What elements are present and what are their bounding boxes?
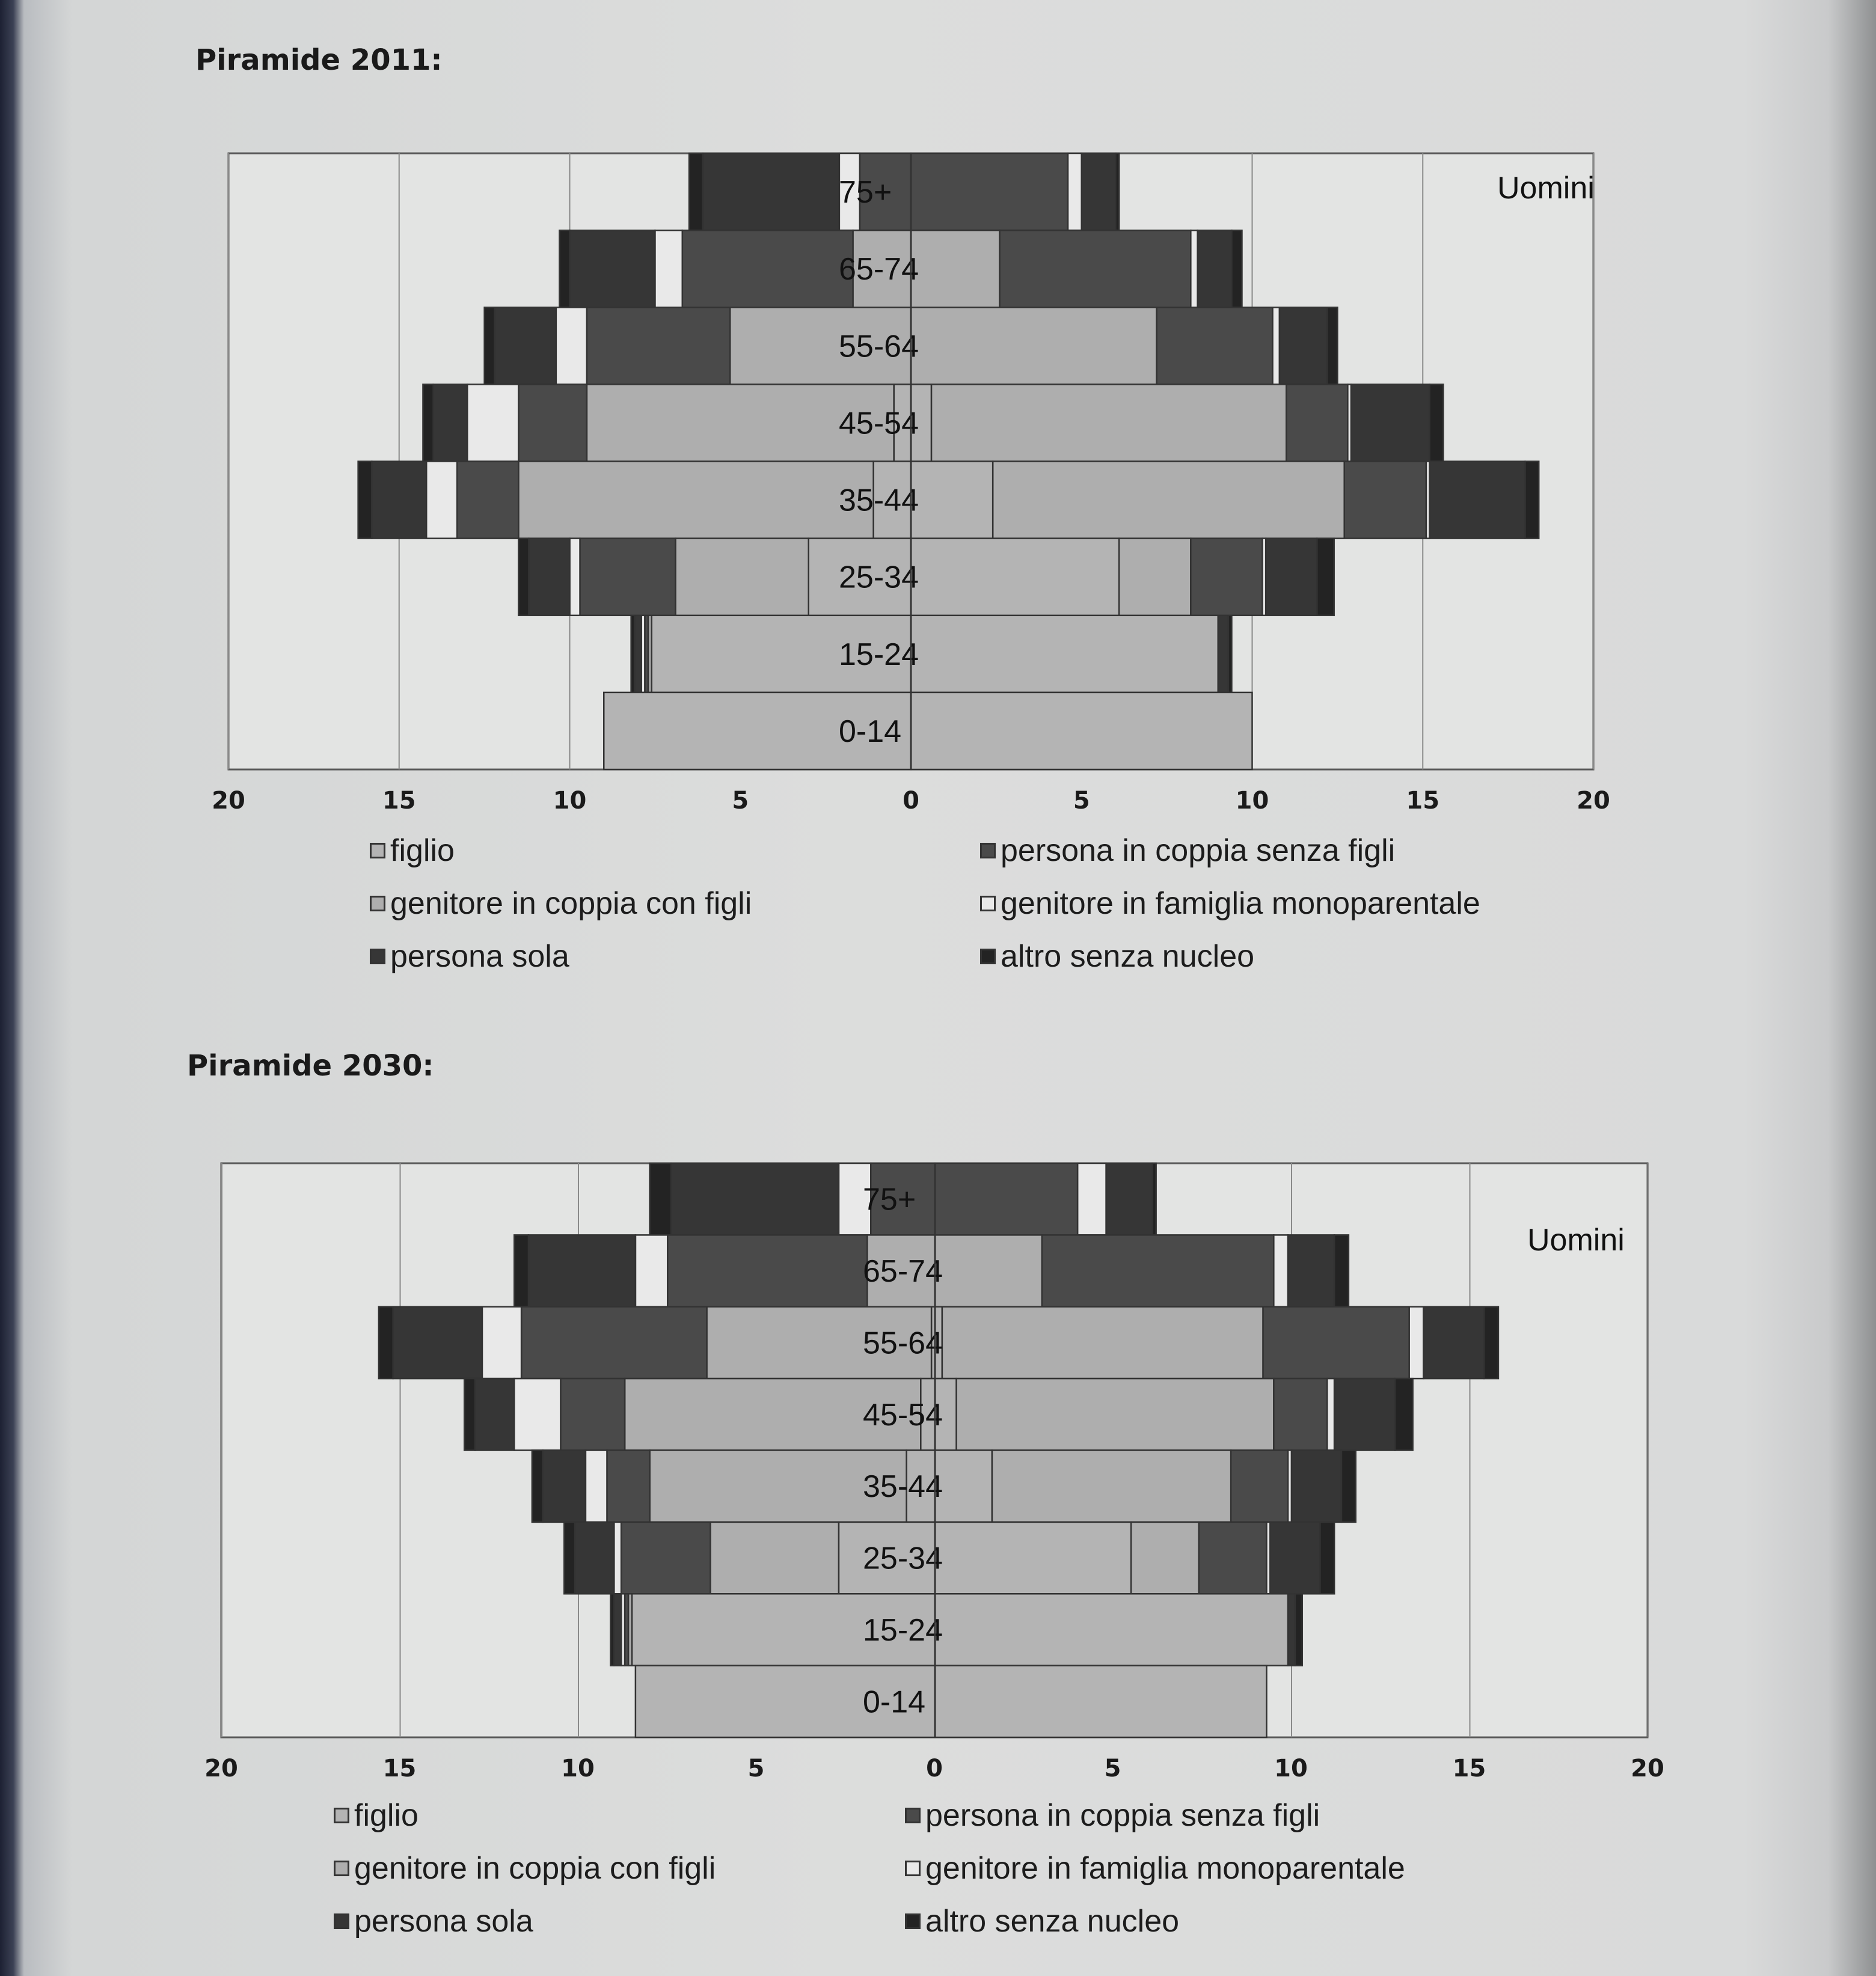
age-label: 65-74: [863, 1254, 943, 1289]
bar-segment-persona-sola: [495, 307, 556, 384]
bar-segment-figlio: [911, 462, 993, 539]
chart-title-2011: Piramide 2011:: [195, 43, 443, 77]
x-tick-label: 20: [204, 1755, 238, 1782]
bar-segment-persona-sola: [1218, 616, 1228, 693]
bar-segment-coppia-senza-figli: [1231, 1451, 1288, 1522]
bar-segment-monoparentale: [1191, 230, 1197, 307]
legend-item-figlio: [334, 1797, 418, 1834]
bar-segment-genitore-coppia: [911, 230, 1000, 307]
legend-item-genitore-coppia: [370, 886, 752, 922]
x-tick-label: 20: [1631, 1755, 1664, 1782]
bar-segment-genitore-coppia: [911, 307, 1157, 384]
x-tick-label: 10: [561, 1755, 595, 1782]
legend-label: figlio: [354, 1798, 418, 1833]
legend-label: genitore in coppia con figli: [390, 886, 752, 921]
x-tick-label: 10: [1235, 787, 1269, 815]
age-label: 45-54: [839, 406, 919, 441]
bar-segment-monoparentale: [1068, 153, 1082, 230]
bar-segment-altro: [1334, 1235, 1349, 1306]
legend-label: persona in coppia senza figli: [1001, 833, 1396, 868]
bar-segment-altro: [1231, 230, 1242, 307]
x-tick-label: 15: [1406, 787, 1440, 815]
bar-segment-persona-sola: [1334, 1378, 1395, 1450]
bar-segment-persona-sola: [1082, 153, 1116, 230]
bar-segment-coppia-senza-figli: [1263, 1307, 1409, 1378]
legend-swatch: [905, 1861, 921, 1876]
legend-label: figlio: [390, 833, 455, 868]
bar-segment-monoparentale: [655, 230, 682, 307]
legend-swatch: [370, 843, 385, 858]
bar-segment-figlio: [911, 616, 1218, 693]
bar-segment-altro: [689, 153, 703, 230]
bar-segment-persona-sola: [529, 539, 569, 616]
bar-segment-figlio: [911, 693, 1252, 769]
x-tick-label: 10: [1274, 1755, 1308, 1782]
bar-segment-altro: [610, 1594, 614, 1665]
bar-segment-genitore-coppia: [992, 1451, 1231, 1522]
bar-segment-monoparentale: [1077, 1163, 1106, 1235]
bar-segment-altro: [559, 230, 569, 307]
bar-segment-coppia-senza-figli: [621, 1522, 710, 1594]
bar-segment-monoparentale: [1274, 1235, 1288, 1306]
x-tick-label: 15: [1452, 1755, 1486, 1782]
bar-segment-persona-sola: [1351, 384, 1430, 461]
legend-item-genitore-coppia: [334, 1850, 716, 1886]
bar-segment-monoparentale: [636, 1235, 667, 1306]
bar-segment-persona-sola: [1198, 230, 1232, 307]
bar-segment-coppia-senza-figli: [667, 1235, 867, 1306]
bar-segment-persona-sola: [529, 1235, 636, 1306]
x-tick-label: 5: [732, 787, 749, 815]
bar-segment-persona-sola: [372, 462, 426, 539]
legend-item-persona-sola: [370, 938, 569, 974]
side-label-uomini: Uomini: [1497, 171, 1595, 206]
bar-segment-persona-sola: [703, 153, 839, 230]
chart-title-2030: Piramide 2030:: [187, 1049, 434, 1083]
bar-segment-persona-sola: [1270, 1522, 1320, 1594]
bar-segment-altro: [485, 307, 495, 384]
bar-segment-altro: [514, 1235, 529, 1306]
age-label: 25-34: [863, 1541, 943, 1576]
legend-item-coppia-senza-figli: [980, 833, 1395, 869]
legend-label: persona in coppia senza figli: [925, 1798, 1320, 1833]
legend-swatch: [980, 843, 996, 858]
bar-segment-persona-sola: [475, 1378, 514, 1450]
bar-segment-coppia-senza-figli: [1157, 307, 1273, 384]
bar-segment-genitore-coppia: [710, 1522, 838, 1594]
bar-segment-persona-sola: [575, 1522, 614, 1594]
bar-segment-persona-sola: [570, 230, 655, 307]
x-tick-label: 5: [1104, 1755, 1121, 1782]
legend-item-figlio: [370, 833, 455, 869]
x-tick-label: 5: [747, 1755, 765, 1782]
bar-segment-monoparentale: [556, 307, 587, 384]
bar-segment-genitore-coppia: [993, 462, 1344, 539]
legend-label: genitore in famiglia monoparentale: [1001, 886, 1480, 921]
bar-segment-altro: [518, 539, 529, 616]
legend-item-monoparentale: [980, 886, 1480, 922]
bar-segment-persona-sola: [1266, 539, 1317, 616]
bar-segment-persona-sola: [393, 1307, 482, 1378]
age-label: 75+: [863, 1182, 916, 1217]
legend-label: genitore in famiglia monoparentale: [925, 1851, 1405, 1886]
legend-swatch: [905, 1913, 921, 1929]
bar-segment-coppia-senza-figli: [1199, 1522, 1267, 1594]
legend-label: persona sola: [390, 939, 569, 974]
bar-segment-altro: [1327, 307, 1337, 384]
legend-label: genitore in coppia con figli: [354, 1851, 716, 1886]
legend-item-monoparentale: [905, 1850, 1405, 1886]
bar-segment-altro: [379, 1307, 393, 1378]
bar-segment-altro: [1228, 616, 1232, 693]
bar-segment-altro: [1430, 384, 1444, 461]
bar-segment-persona-sola: [1106, 1163, 1153, 1235]
legend-item-altro: [980, 938, 1254, 974]
legend-swatch: [334, 1808, 349, 1823]
bar-segment-persona-sola: [1423, 1307, 1484, 1378]
bar-segment-persona-sola: [634, 616, 641, 693]
legend-label: persona sola: [354, 1904, 533, 1939]
bar-segment-altro: [1295, 1594, 1302, 1665]
bar-segment-monoparentale: [614, 1522, 621, 1594]
age-label: 0-14: [863, 1684, 926, 1720]
bar-segment-persona-sola: [1288, 1235, 1334, 1306]
bar-segment-coppia-senza-figli: [457, 462, 518, 539]
pyramid-chart-2011: [0, 0, 1876, 842]
bar-segment-persona-sola: [671, 1163, 839, 1235]
age-label: 15-24: [863, 1612, 943, 1648]
bar-segment-monoparentale: [482, 1307, 521, 1378]
age-label: 0-14: [839, 714, 902, 749]
bar-segment-altro: [1116, 153, 1120, 230]
x-tick-label: 15: [382, 1755, 417, 1782]
age-label: 35-44: [863, 1469, 943, 1505]
bar-segment-altro: [564, 1522, 575, 1594]
bar-segment-monoparentale: [586, 1451, 607, 1522]
bar-segment-genitore-coppia: [1131, 1522, 1199, 1594]
legend-swatch: [370, 896, 385, 911]
bar-segment-altro: [631, 616, 635, 693]
legend-swatch: [980, 949, 996, 964]
bar-segment-altro: [650, 1163, 672, 1235]
x-tick-label: 0: [903, 787, 919, 815]
bar-segment-figlio: [911, 539, 1119, 616]
legend-item-persona-sola: [334, 1903, 533, 1939]
bar-segment-genitore-coppia: [935, 1235, 1042, 1306]
bar-segment-altro: [464, 1378, 475, 1450]
bar-segment-genitore-coppia: [675, 539, 808, 616]
x-tick-label: 20: [212, 787, 245, 815]
side-label-uomini: Uomini: [1527, 1223, 1625, 1258]
age-label: 55-64: [839, 329, 919, 364]
bar-segment-persona-sola: [543, 1451, 586, 1522]
bar-segment-coppia-senza-figli: [1042, 1235, 1274, 1306]
bar-segment-altro: [1395, 1378, 1413, 1450]
bar-segment-figlio: [935, 1522, 1131, 1594]
bar-segment-persona-sola: [1280, 307, 1327, 384]
bar-segment-figlio: [935, 1594, 1288, 1665]
bar-segment-genitore-coppia: [518, 462, 873, 539]
bar-segment-monoparentale: [467, 384, 518, 461]
bar-segment-altro: [532, 1451, 543, 1522]
bar-segment-persona-sola: [1292, 1451, 1341, 1522]
age-label: 75+: [839, 175, 892, 210]
bar-segment-figlio: [935, 1666, 1266, 1737]
age-label: 15-24: [839, 637, 919, 672]
legend-swatch: [905, 1808, 921, 1823]
bar-segment-figlio: [935, 1451, 992, 1522]
bar-segment-persona-sola: [1430, 462, 1525, 539]
x-tick-label: 5: [1073, 787, 1090, 815]
x-tick-label: 0: [926, 1755, 943, 1782]
legend-swatch: [980, 896, 996, 911]
age-label: 65-74: [839, 252, 919, 287]
x-tick-label: 10: [553, 787, 587, 815]
bar-segment-altro: [1320, 1522, 1334, 1594]
bar-segment-persona-sola: [434, 384, 468, 461]
bar-segment-coppia-senza-figli: [580, 539, 676, 616]
bar-segment-altro: [423, 384, 433, 461]
bar-segment-coppia-senza-figli: [911, 153, 1068, 230]
bar-segment-altro: [1317, 539, 1334, 616]
bar-segment-monoparentale: [514, 1378, 560, 1450]
bar-segment-monoparentale: [1327, 1378, 1334, 1450]
age-label: 25-34: [839, 560, 919, 595]
bar-segment-coppia-senza-figli: [1274, 1378, 1327, 1450]
bar-segment-altro: [1341, 1451, 1356, 1522]
legend-item-altro: [905, 1903, 1179, 1939]
bar-segment-coppia-senza-figli: [521, 1307, 707, 1378]
legend-swatch: [370, 949, 385, 964]
bar-segment-altro: [1525, 462, 1539, 539]
bar-segment-altro: [1153, 1163, 1156, 1235]
x-tick-label: 15: [382, 787, 416, 815]
x-tick-label: 20: [1577, 787, 1610, 815]
bar-segment-coppia-senza-figli: [1191, 539, 1262, 616]
bar-segment-persona-sola: [614, 1594, 621, 1665]
bar-segment-genitore-coppia: [1119, 539, 1191, 616]
bar-segment-coppia-senza-figli: [1344, 462, 1426, 539]
age-label: 35-44: [839, 483, 919, 518]
legend-item-coppia-senza-figli: [905, 1797, 1320, 1834]
bar-segment-coppia-senza-figli: [682, 230, 853, 307]
legend-label: altro senza nucleo: [1001, 939, 1255, 974]
bar-segment-genitore-coppia: [931, 384, 1286, 461]
bar-segment-coppia-senza-figli: [607, 1451, 649, 1522]
bar-segment-monoparentale: [1273, 307, 1280, 384]
bar-segment-coppia-senza-figli: [1286, 384, 1347, 461]
bar-segment-persona-sola: [1288, 1594, 1295, 1665]
bar-segment-altro: [358, 462, 372, 539]
bar-segment-genitore-coppia: [942, 1307, 1263, 1378]
bar-segment-coppia-senza-figli: [518, 384, 587, 461]
bar-segment-altro: [1484, 1307, 1498, 1378]
bar-segment-monoparentale: [1409, 1307, 1424, 1378]
age-label: 55-64: [863, 1326, 943, 1361]
age-label: 45-54: [863, 1397, 943, 1433]
legend-swatch: [334, 1913, 349, 1929]
bar-segment-coppia-senza-figli: [1000, 230, 1191, 307]
bar-segment-monoparentale: [570, 539, 580, 616]
bar-segment-coppia-senza-figli: [587, 307, 730, 384]
legend-swatch: [334, 1861, 349, 1876]
bar-segment-coppia-senza-figli: [560, 1378, 625, 1450]
bar-segment-coppia-senza-figli: [935, 1163, 1077, 1235]
legend-label: altro senza nucleo: [925, 1904, 1180, 1939]
pyramid-chart-2030: [0, 1022, 1876, 1924]
bar-segment-monoparentale: [426, 462, 457, 539]
bar-segment-genitore-coppia: [957, 1378, 1274, 1450]
